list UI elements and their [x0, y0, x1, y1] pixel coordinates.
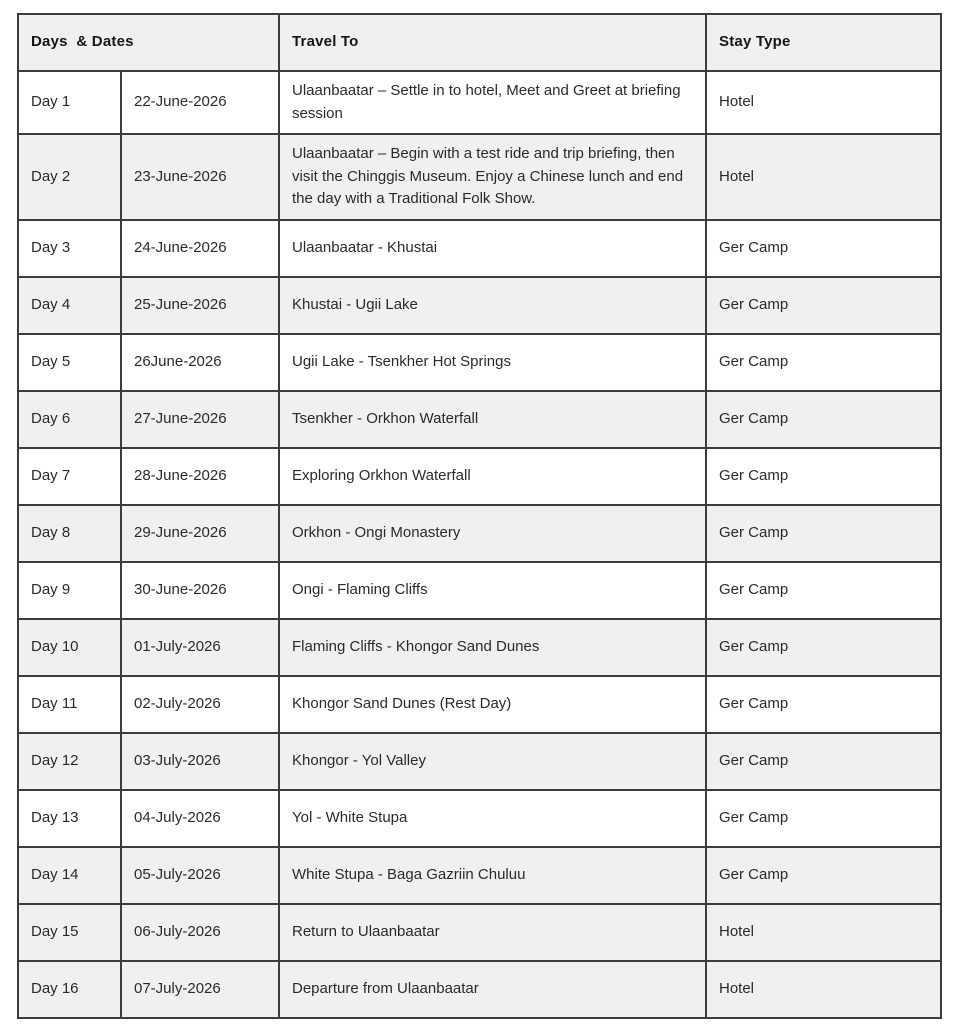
header-travel-to: Travel To — [279, 14, 706, 71]
table-row — [18, 733, 941, 790]
travel-to-cell: Khongor Sand Dunes (Rest Day) — [279, 676, 706, 733]
day-cell: Day 2 — [18, 134, 121, 220]
day-cell: Day 8 — [18, 505, 121, 562]
header-days-dates: Days & Dates — [18, 14, 279, 71]
day-cell: Day 3 — [18, 220, 121, 277]
table-row — [18, 619, 941, 676]
day-cell: Day 5 — [18, 334, 121, 391]
date-cell: 01-July-2026 — [121, 619, 279, 676]
itinerary-table — [17, 13, 942, 1019]
day-cell: Day 7 — [18, 448, 121, 505]
travel-to-cell: White Stupa - Baga Gazriin Chuluu — [279, 847, 706, 904]
date-cell: 03-July-2026 — [121, 733, 279, 790]
date-cell: 29-June-2026 — [121, 505, 279, 562]
stay-type-cell: Ger Camp — [706, 505, 941, 562]
day-cell: Day 13 — [18, 790, 121, 847]
date-cell: 28-June-2026 — [121, 448, 279, 505]
table-row — [18, 134, 941, 220]
travel-to-cell: Khustai - Ugii Lake — [279, 277, 706, 334]
stay-type-cell: Ger Camp — [706, 220, 941, 277]
stay-type-cell: Ger Camp — [706, 676, 941, 733]
day-cell: Day 11 — [18, 676, 121, 733]
table-row — [18, 277, 941, 334]
stay-type-cell: Ger Camp — [706, 277, 941, 334]
travel-to-cell: Ulaanbaatar - Khustai — [279, 220, 706, 277]
stay-type-cell: Ger Camp — [706, 391, 941, 448]
travel-to-cell: Departure from Ulaanbaatar — [279, 961, 706, 1018]
day-cell: Day 9 — [18, 562, 121, 619]
day-cell: Day 16 — [18, 961, 121, 1018]
date-cell: 30-June-2026 — [121, 562, 279, 619]
date-cell: 02-July-2026 — [121, 676, 279, 733]
stay-type-cell: Hotel — [706, 71, 941, 134]
table-header — [18, 14, 941, 71]
travel-to-cell: Orkhon - Ongi Monastery — [279, 505, 706, 562]
travel-to-cell: Ongi - Flaming Cliffs — [279, 562, 706, 619]
stay-type-cell: Ger Camp — [706, 562, 941, 619]
table-row — [18, 220, 941, 277]
table-row — [18, 71, 941, 134]
date-cell: 22-June-2026 — [121, 71, 279, 134]
table-row — [18, 790, 941, 847]
day-cell: Day 12 — [18, 733, 121, 790]
table-row — [18, 904, 941, 961]
day-cell: Day 4 — [18, 277, 121, 334]
date-cell: 27-June-2026 — [121, 391, 279, 448]
travel-to-cell: Yol - White Stupa — [279, 790, 706, 847]
day-cell: Day 14 — [18, 847, 121, 904]
stay-type-cell: Ger Camp — [706, 619, 941, 676]
date-cell: 07-July-2026 — [121, 961, 279, 1018]
header-stay-type: Stay Type — [706, 14, 941, 71]
table-row — [18, 334, 941, 391]
date-cell: 23-June-2026 — [121, 134, 279, 220]
table-row — [18, 505, 941, 562]
day-cell: Day 15 — [18, 904, 121, 961]
table-row — [18, 391, 941, 448]
table-row — [18, 448, 941, 505]
travel-to-cell: Ulaanbaatar – Begin with a test ride and trip briefing, then visit the Chinggis Museum. Enjoy a Chinese lunch and end the day with a Traditional Folk Show. — [279, 134, 706, 220]
table-row — [18, 676, 941, 733]
stay-type-cell: Ger Camp — [706, 847, 941, 904]
day-cell: Day 10 — [18, 619, 121, 676]
stay-type-cell: Ger Camp — [706, 733, 941, 790]
date-cell: 26June-2026 — [121, 334, 279, 391]
travel-to-cell: Ugii Lake - Tsenkher Hot Springs — [279, 334, 706, 391]
table-row — [18, 961, 941, 1018]
date-cell: 06-July-2026 — [121, 904, 279, 961]
travel-to-cell: Khongor - Yol Valley — [279, 733, 706, 790]
travel-to-cell: Ulaanbaatar – Settle in to hotel, Meet and Greet at briefing session — [279, 71, 706, 134]
stay-type-cell: Ger Camp — [706, 334, 941, 391]
stay-type-cell: Ger Camp — [706, 448, 941, 505]
travel-to-cell: Return to Ulaanbaatar — [279, 904, 706, 961]
table-row — [18, 847, 941, 904]
table-row — [18, 562, 941, 619]
travel-to-cell: Tsenkher - Orkhon Waterfall — [279, 391, 706, 448]
stay-type-cell: Ger Camp — [706, 790, 941, 847]
travel-to-cell: Exploring Orkhon Waterfall — [279, 448, 706, 505]
day-cell: Day 1 — [18, 71, 121, 134]
date-cell: 24-June-2026 — [121, 220, 279, 277]
date-cell: 05-July-2026 — [121, 847, 279, 904]
stay-type-cell: Hotel — [706, 134, 941, 220]
header-row — [18, 14, 941, 71]
date-cell: 25-June-2026 — [121, 277, 279, 334]
itinerary-body — [18, 71, 941, 1018]
day-cell: Day 6 — [18, 391, 121, 448]
stay-type-cell: Hotel — [706, 904, 941, 961]
travel-to-cell: Flaming Cliffs - Khongor Sand Dunes — [279, 619, 706, 676]
date-cell: 04-July-2026 — [121, 790, 279, 847]
stay-type-cell: Hotel — [706, 961, 941, 1018]
